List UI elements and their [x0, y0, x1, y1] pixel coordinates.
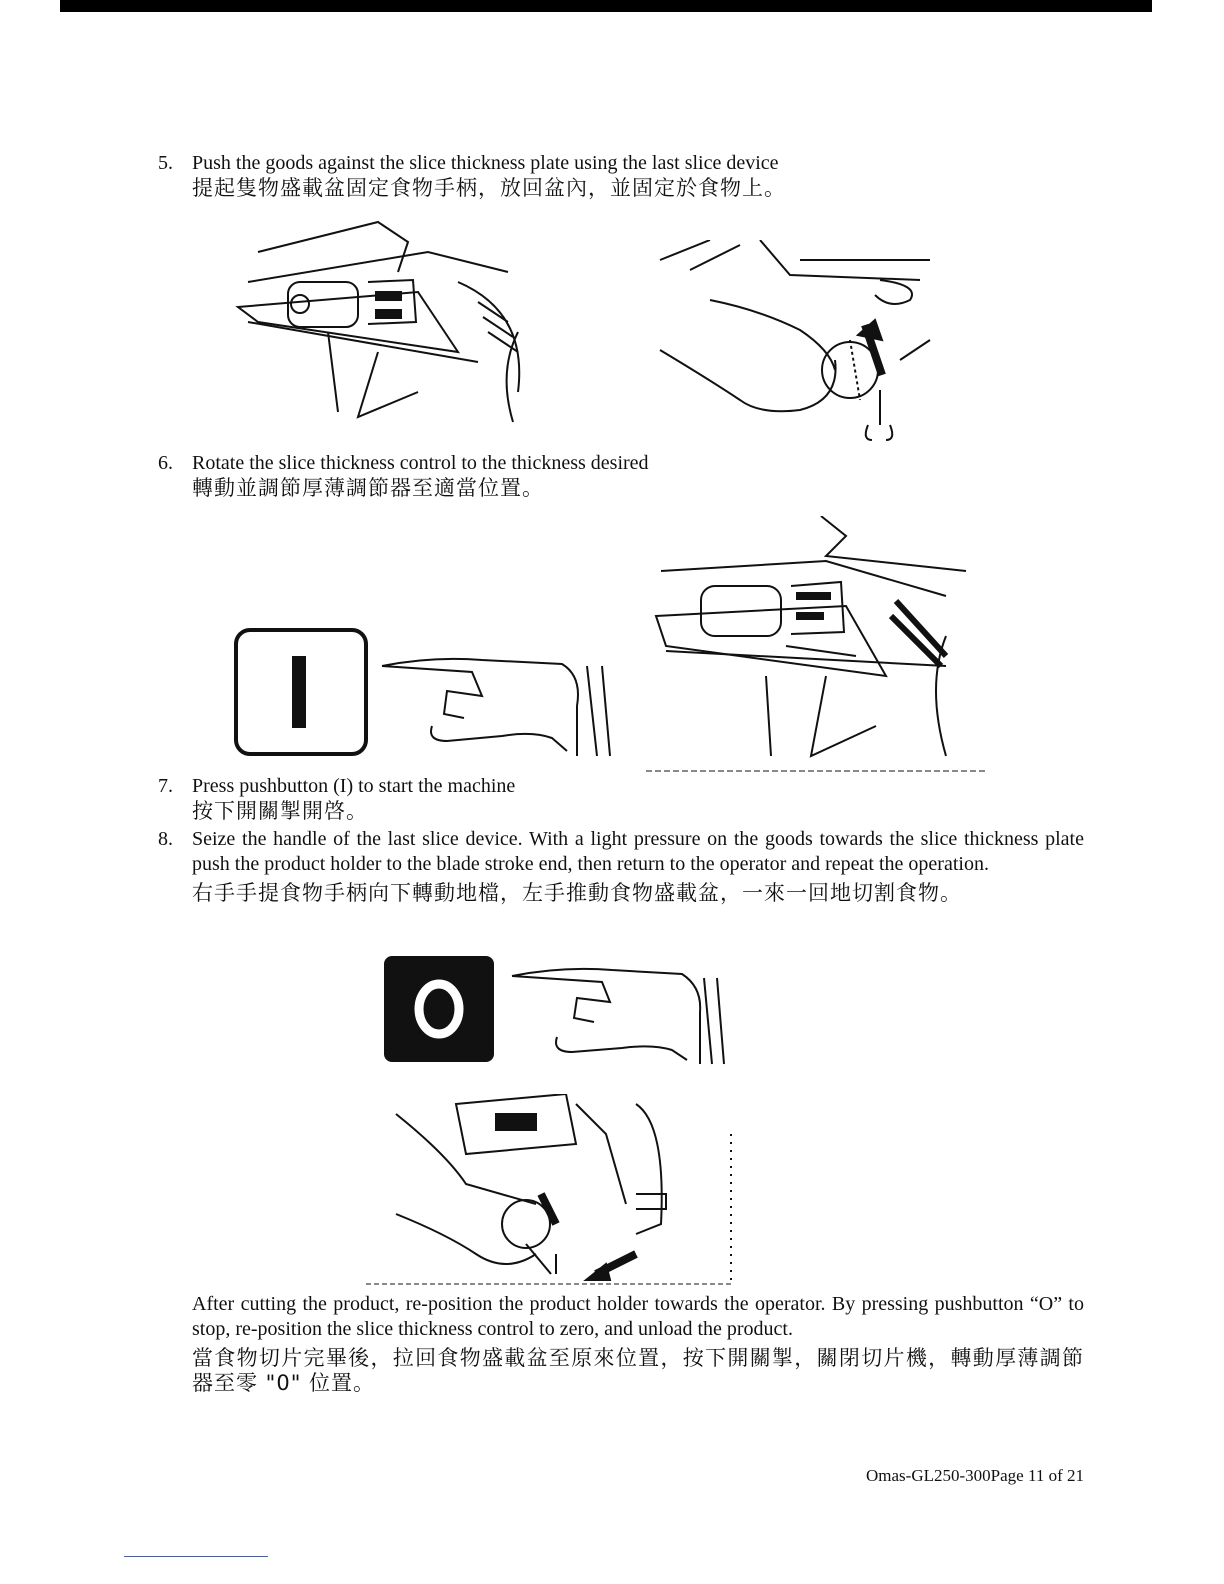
step-text-zh: 提起隻物盛載盆固定食物手柄，放回盆內，並固定於食物上。: [192, 176, 786, 200]
step-number: 6.: [158, 452, 173, 474]
step-number: 8.: [158, 828, 173, 850]
bottom-rule: [124, 1556, 268, 1557]
closing-text-en: After cutting the product, re-position the product holder towards the operator. By pressing pushbutton “O” to stop, re-position the slice thickness control to zero, and unload the product.: [192, 1293, 1084, 1340]
page-footer: Omas-GL250-300Page 11 of 21: [866, 1466, 1084, 1485]
step-number: 5.: [158, 152, 173, 174]
step-text-en: Seize the handle of the last slice device. With a light pressure on the goods towards the slice thickness plate push the product holder to the blade stroke end, then return to the operator and repeat the operation.: [192, 828, 1084, 875]
closing-text-zh: 當食物切片完畢後，拉回食物盛載盆至原來位置，按下開關掣，關閉切片機，轉動厚薄調節器至零 "0" 位置。: [192, 1346, 1084, 1395]
illustration-reset-thickness: [366, 1094, 736, 1290]
illustration-stop-button: [382, 952, 732, 1068]
step-text-zh: 右手手提食物手柄向下轉動地檔，左手推動食物盛載盆，一來一回地切割食物。: [192, 881, 962, 905]
illustration-thickness-control: [650, 240, 950, 450]
step-text-en: Rotate the slice thickness control to the thickness desired: [192, 452, 649, 474]
illustration-start-button: [232, 626, 622, 762]
illustration-last-slice-device: [228, 212, 548, 452]
illustration-slicing-action: [646, 516, 986, 776]
step-text-zh: 轉動並調節厚薄調節器至適當位置。: [192, 476, 544, 500]
step-text-zh: 按下開關掣開啓。: [192, 799, 368, 823]
step-text-en: Push the goods against the slice thickness plate using the last slice device: [192, 152, 779, 174]
step-number: 7.: [158, 775, 173, 797]
step-text-en: Press pushbutton (I) to start the machine: [192, 775, 516, 797]
top-rule: [60, 0, 1152, 12]
